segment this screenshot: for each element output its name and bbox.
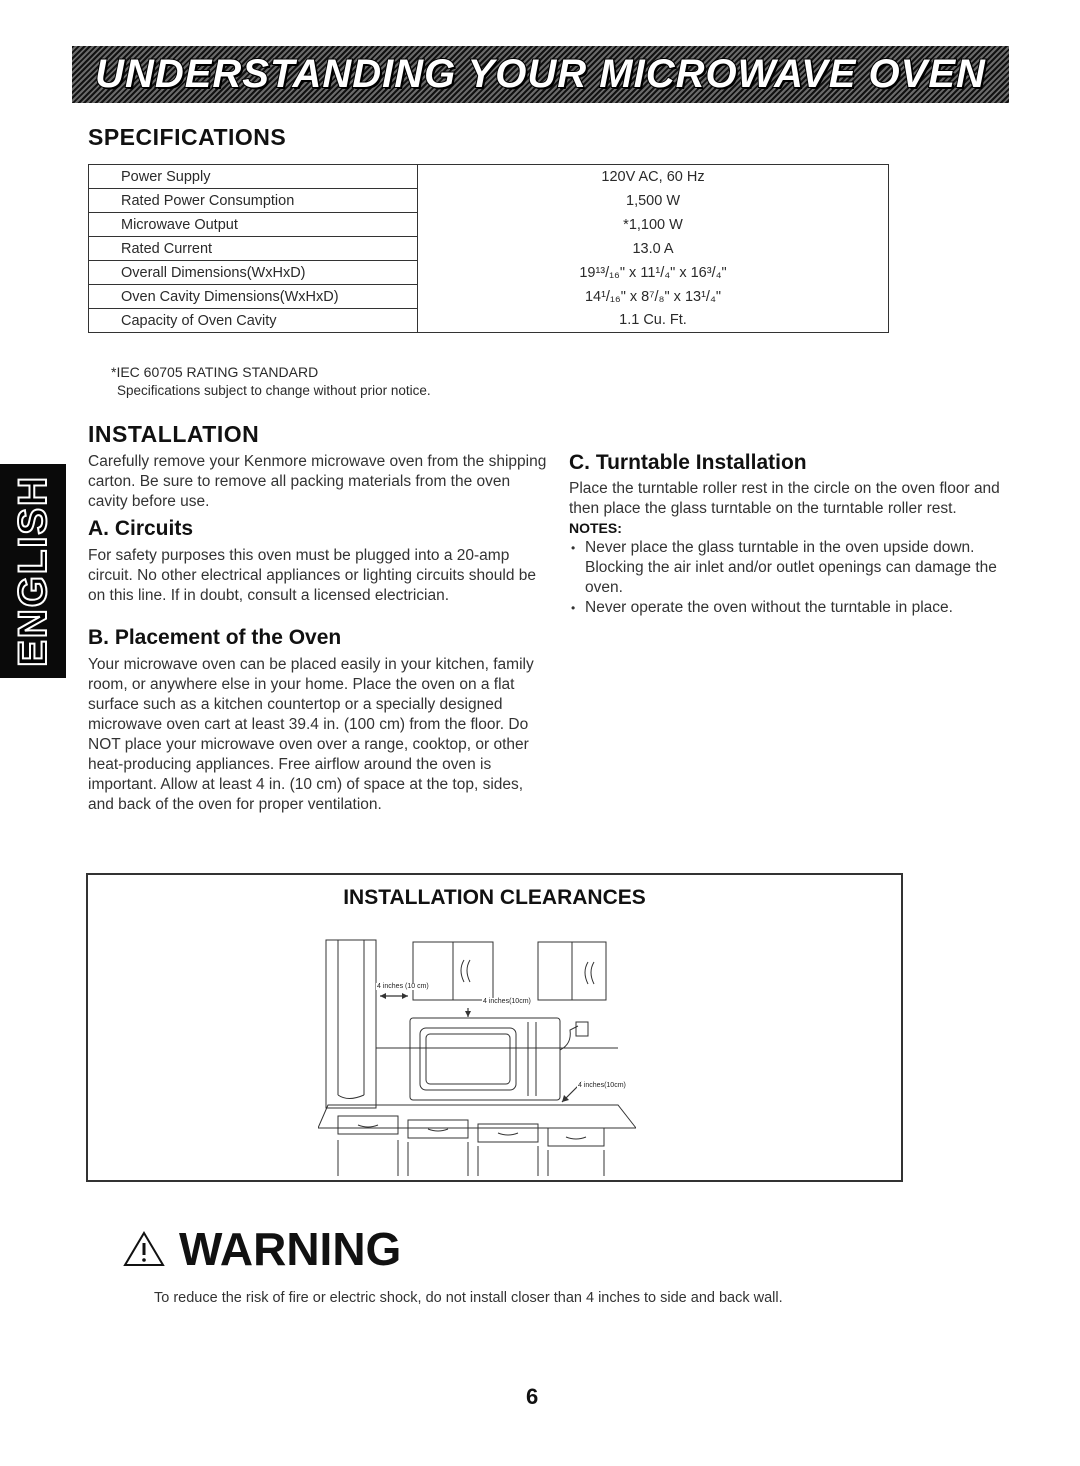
notes-list bbox=[569, 538, 1024, 618]
warning-title: WARNING bbox=[179, 1223, 402, 1275]
spec-row bbox=[89, 309, 889, 333]
back-clearance-label: 4 inches(10cm) bbox=[578, 1082, 626, 1089]
turntable-heading: C. Turntable Installation bbox=[569, 451, 807, 474]
spec-disclaimer: Specifications subject to change without prior notice. bbox=[117, 383, 431, 398]
note-item: • Never place the glass turntable in the oven upside down. Blocking the air inlet and/or outlet openings can damage the oven. bbox=[569, 538, 1024, 598]
spec-row bbox=[89, 261, 889, 285]
page-number: 6 bbox=[526, 1384, 539, 1409]
rating-footnote: *IEC 60705 RATING STANDARD bbox=[111, 364, 319, 380]
turntable-text: Place the turntable roller rest in the circle on the oven floor and then place the glass turntable on the turntable roller rest. bbox=[569, 480, 1000, 517]
specifications-heading: SPECIFICATIONS bbox=[88, 124, 287, 150]
note-item: • Never operate the oven without the turntable in place. bbox=[569, 598, 1024, 618]
spec-value: *1,100 W bbox=[418, 213, 889, 237]
tall-cabinet bbox=[326, 940, 376, 1108]
clearance-diagram bbox=[318, 930, 636, 1178]
spec-value: 14¹/₁₆" x 8⁷/₈" x 13¹/₄" bbox=[418, 285, 889, 309]
language-tab bbox=[0, 464, 66, 678]
circuits-text: For safety purposes this oven must be plugged into a 20-amp circuit. No other electrical appliances or lighting circuits should be on this line. If in doubt, consult a licensed electrician. bbox=[88, 547, 536, 604]
spec-value: 13.0 A bbox=[418, 237, 889, 261]
spec-value: 19¹³/₁₆" x 11¹/₄" x 16³/₄" bbox=[418, 261, 889, 285]
warning-heading bbox=[123, 1222, 401, 1276]
placement-heading: B. Placement of the Oven bbox=[88, 626, 342, 649]
warning-text: To reduce the risk of fire or electric shock, do not install closer than 4 inches to side and back wall. bbox=[154, 1290, 783, 1306]
specifications-table bbox=[88, 164, 889, 333]
side-clearance-label: 4 inches (10 cm) bbox=[377, 983, 429, 990]
placement-text: Your microwave oven can be placed easily in your kitchen, family room, or anywhere else in your home. Place the oven on a flat surface such as a kitchen countertop or a specially designed microwave oven cart at least 39.4 in. (100 cm) from the floor. Do NOT place your microwave oven over a range, cooktop, or other heat-producing appliances. Free airflow around the oven is important. Allow at least 4 in. (10 cm) of space at the top, sides, and back of the oven for proper ventilation. bbox=[88, 656, 534, 813]
spec-row bbox=[89, 213, 889, 237]
spec-row bbox=[89, 237, 889, 261]
spec-row bbox=[89, 189, 889, 213]
spec-value: 1.1 Cu. Ft. bbox=[418, 309, 889, 333]
spec-row bbox=[89, 285, 889, 309]
spec-label: Rated Current bbox=[89, 237, 418, 261]
spec-value: 120V AC, 60 Hz bbox=[418, 165, 889, 189]
installation-intro: Carefully remove your Kenmore microwave oven from the shipping carton. Be sure to remove all packing materials from the oven cavity before use. bbox=[88, 453, 547, 510]
spec-label: Overall Dimensions(WxHxD) bbox=[89, 261, 418, 285]
banner-title: UNDERSTANDING YOUR MICROWAVE OVEN bbox=[95, 52, 986, 96]
spec-label: Oven Cavity Dimensions(WxHxD) bbox=[89, 285, 418, 309]
page-banner bbox=[72, 46, 1009, 103]
microwave-diagram bbox=[410, 1018, 560, 1100]
clearances-heading: INSTALLATION CLEARANCES bbox=[343, 886, 646, 909]
spec-value: 1,500 W bbox=[418, 189, 889, 213]
top-clearance-label: 4 inches(10cm) bbox=[483, 998, 531, 1005]
spec-label: Microwave Output bbox=[89, 213, 418, 237]
warning-triangle-icon bbox=[123, 1230, 165, 1268]
spec-label: Capacity of Oven Cavity bbox=[89, 309, 418, 333]
circuits-heading: A. Circuits bbox=[88, 517, 194, 540]
spec-label: Power Supply bbox=[89, 165, 418, 189]
notes-label: NOTES: bbox=[569, 520, 622, 536]
spec-label: Rated Power Consumption bbox=[89, 189, 418, 213]
installation-heading: INSTALLATION bbox=[88, 421, 260, 447]
language-tab-label: ENGLISH bbox=[10, 475, 55, 667]
spec-row bbox=[89, 165, 889, 189]
